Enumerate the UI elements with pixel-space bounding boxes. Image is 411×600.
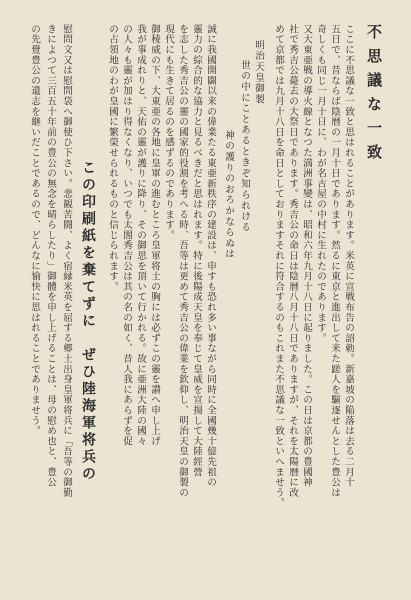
body-line: 又大東亜戦の導火線となつた満洲事變は、昭和六年九月十八日に起りました。この日は京都の豊國神 — [301, 24, 312, 488]
document-title: 不思議な一致 — [365, 24, 383, 168]
body-line: 奇しくも同じ一月十日に、わが名古屋の中村に生れたのであります。 — [315, 24, 326, 344]
closing-line: 慰問文又は慰問袋へ御使ひ下さい。悲観苦闘、よく宿縁米英を屈する郷土出身皇軍将兵に「吾等の御勤 — [61, 24, 72, 498]
body-line: ここに不思議な一致と思はれることがあります。米英に宣戦布告の詔勅。新嘉坡の陥落は去る二月十 — [343, 24, 354, 488]
body-line: の占領地のわが皇國に繁榮せられるものと信じられます。 — [107, 24, 118, 292]
body-line: めて京都では九月十八日を命日としておりますそれに符合するのもこれまた不思議な一致といへませう。 — [273, 24, 284, 509]
body-line: 誠に我國開闢以来の偉業たる東亜新秩序の建設は、申すも恐れ多い事ながら同時に全國幾十億先祖の — [205, 24, 216, 488]
closing-line: の先覺豊公の遺志を継いだことであるので、どんなに愉快に思はれることでありませう。 — [29, 24, 40, 436]
body-line: を志した秀吉公の靈の國家的役割を考へる時、吾等は更めて秀吉公の偉業を欽仰し、明治天皇の御製の — [177, 24, 188, 498]
body-line: 社で秀吉公薨去の大祭日であります。秀吉公の命日は陰暦八月十八日でありますが、それを太陽暦に改 — [287, 24, 298, 498]
poem-heading: 明治天皇御製 — [253, 40, 264, 105]
body-line: 御稜威の下、大東亜の各地に皇軍の進むところ皇軍将士の胸には必ずこの靈を讃へ申し上げ — [149, 24, 160, 447]
section-subtitle: この印刷紙を棄てずに ぜひ陸海軍将兵の — [80, 160, 96, 483]
body-line: 我が事成れりと、天佑の靈が護りに降り、その御思を頂いて行かれる。故に亜洲大陸の國々 — [135, 24, 146, 447]
poem-line: 世の中にことあるときぞ知られける — [239, 60, 250, 233]
body-line: 五日で、昔ならば陰暦の一月十日であります。然るに東京と進出して来た蹉人を驅逐せんとした豊公は — [329, 24, 340, 498]
body-line: 靈力の綜合的な協力と見るべきだと思はれます。特に後陽成天皇を奉じて皇威を宣揚して大陸經營 — [191, 24, 202, 478]
closing-line: きによつて三百五十年前の豊公の無念を晴らしたり」御體を申し上げることは、母の慰め也と、豊公 — [45, 24, 56, 488]
body-line: 現代にも生きて居るのを感ずるのであります。 — [163, 24, 174, 241]
poem-line: 神の護りのおろかならぬは — [223, 130, 234, 260]
body-line: の人々も靈が加はり得なくなり、いつでも太閤秀吉公は其の名の如く、昔人我にあらずを促 — [121, 24, 132, 447]
